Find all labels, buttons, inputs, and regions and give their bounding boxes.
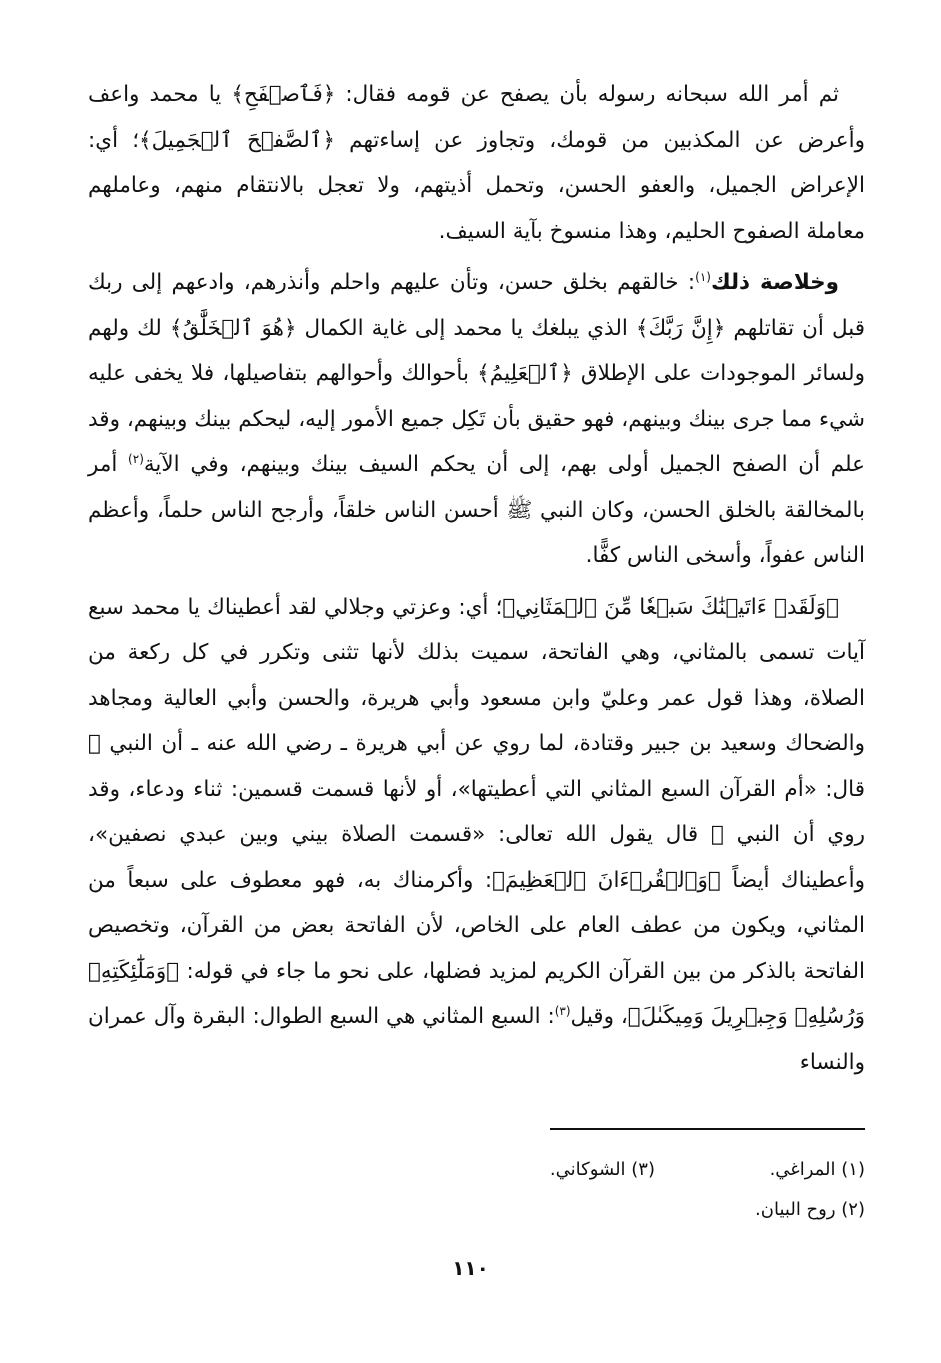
paragraph-2-text: : خالقهم بخلق حسن، وتأن عليهم واحلم وأنذرهم، وادعهم إلى ربك قبل أن تقاتلهم ﴿إِنَّ رَبَّكَ﴾ الذي يبلغك يا محمد إلى غاية الكمال ﴿هُوَ ٱلۡخَلَّٰقُ﴾ لك ولهم ولسائر الموجودات على الإطلاق ﴿ٱلۡعَلِيمُ﴾ بأحوالك وأحوالهم بتفاصيلها، فلا يخفى عليه شيء مما جرى بينك وبينهم، فهو حقيق بأن تَكِل جميع الأمور إليه، ليحكم بينك وبينهم، وقد علم أن الصفح الجميل أولى بهم، إلى أن يحكم السيف بينك وبينهم، وفي الآية <box>88 270 865 477</box>
footnote-2: (٢) روح البيان. <box>755 1199 865 1220</box>
footnote-separator <box>550 1128 865 1130</box>
page-number: ١١٠ <box>452 1256 489 1280</box>
paragraph-2-text-continued: أمر بالمخالقة بالخلق الحسن، وكان النبي ﷺ أحسن الناس خلقاً، وأرجح الناس حلماً، وأعظم الناس عفواً، وأسخى الناس كفًّا. <box>88 452 865 568</box>
paragraph-3 <box>88 585 865 1086</box>
footnote-1: (١) المراغي. <box>769 1159 865 1180</box>
paragraph-2 <box>88 260 865 579</box>
paragraph-3-text: ﴿وَلَقَدۡ ءَاتَيۡنَٰكَ سَبۡعٗا مِّنَ ٱلۡمَثَانِي﴾؛ أي: وعزتي وجلالي لقد أعطيناك يا محمد سبع آيات تسمى بالمثاني، وهي الفاتحة، سميت بذلك لأنها تثنى وتكرر في كل ركعة من الصلاة، وهذا قول عمر وعليّ وابن مسعود وأبي هريرة، والحسن وأبي العالية ومجاهد والضحاك وسعيد بن جبير وقتادة، لما روي عن أبي هريرة ـ رضي الله عنه ـ أن النبي ﷺ قال: «أم القرآن السبع المثاني التي أعطيتها»، أو لأنها قسمت قسمين: ثناء ودعاء، وقد روي أن النبي ﷺ قال يقول الله تعالى: «قسمت الصلاة بيني وبين عبدي نصفين»، وأعطيناك أيضاً ﴿وَٱلۡقُرۡءَانَ ٱلۡعَظِيمَ﴾: وأكرمناك به، فهو معطوف على سبعاً من المثاني، ويكون من عطف العام على الخاص، لأن الفاتحة بعض من القرآن، وتخصيص الفاتحة بالذكر من بين القرآن الكريم لمزيد فضلها، على نحو ما جاء في قوله: ﴿وَمَلَٰٓئِكَتِهِۦ وَرُسُلِهِۦ وَجِبۡرِيلَ وَمِيكَىٰلَ﴾، وقيل <box>88 594 865 1029</box>
footnote-ref-2[interactable]: (٢) <box>128 451 144 466</box>
summary-heading: وخلاصة ذلك <box>710 270 840 295</box>
footnote-ref-3[interactable]: (٣) <box>554 1003 571 1018</box>
footnotes <box>85 1150 865 1230</box>
paragraph-3-text-continued: : السبع المثاني هي السبع الطوال: البقرة وآل عمران والنساء <box>88 1004 865 1075</box>
paragraph-1 <box>88 72 865 254</box>
footnote-ref-1[interactable]: (١) <box>695 269 711 284</box>
paragraph-1-text: ثم أمر الله سبحانه رسوله بأن يصفح عن قومه فقال: ﴿فَٱصۡفَحِ﴾ يا محمد واعف وأعرض عن المكذبين من قومك، وتجاوز عن إساءتهم ﴿ٱلصَّفۡحَ ٱلۡجَمِيلَ﴾؛ أي: الإعراض الجميل، والعفو الحسن، وتحمل أذيتهم، ولا تعجل بالانتقام منهم، وعاملهم معاملة الصفوح الحليم، وهذا منسوخ بآية السيف. <box>88 82 865 244</box>
footnote-row-1 <box>85 1150 865 1190</box>
footnote-row-2 <box>85 1190 865 1230</box>
footnote-3: (٣) الشوكاني. <box>549 1159 655 1180</box>
